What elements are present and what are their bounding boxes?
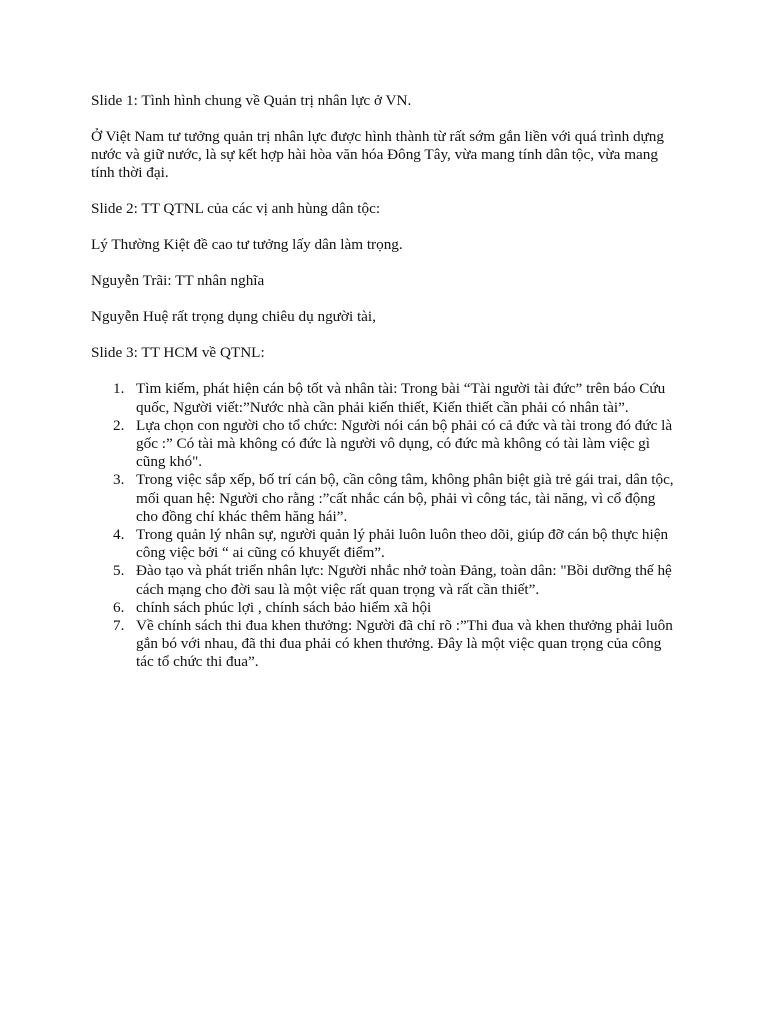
list-item bbox=[113, 471, 681, 526]
slide-1-paragraph: Ở Việt Nam tư tưởng quản trị nhân lực được hình thành từ rất sớm gắn liền với quá trình dựng nước và giữ nước, là sự kết hợp hài hòa văn hóa Đông Tây, vừa mang tính dân tộc, vừa mang tính thời đại. bbox=[91, 128, 664, 182]
slide-1-heading: Slide 1: Tình hình chung về Quản trị nhân lực ở VN. bbox=[91, 92, 412, 109]
list-item-text: Đào tạo và phát triển nhân lực: Người nhắc nhở toàn Đảng, toàn dân: "Bồi dưỡng thế hệ cách mạng cho đời sau là một việc rất quan trọng và rất cần thiết”. bbox=[136, 562, 672, 598]
slide-2-item-ly-thuong-kiet: Lý Thường Kiệt đề cao tư tưởng lấy dân làm trọng. bbox=[91, 236, 403, 254]
list-item-text: Về chính sách thi đua khen thưởng: Người đã chỉ rõ :”Thi đua và khen thưởng phải luôn gắn bó với nhau, đã thi đua phải có khen thưởng. Đây là một việc quan trọng của công tác tổ chức thi đua”. bbox=[136, 617, 673, 671]
slide-2-item-nguyen-hue: Nguyễn Huệ rất trọng dụng chiêu dụ người tài, bbox=[91, 308, 376, 326]
list-item-number: 2. bbox=[113, 416, 125, 434]
slide-3-heading: Slide 3: TT HCM về QTNL: bbox=[91, 344, 265, 362]
list-item-text: Tìm kiếm, phát hiện cán bộ tốt và nhân tài: Trong bài “Tài người tài đức” trên báo Cứu quốc, Người viết:”Nước nhà cần phải kiến thiết, Kiến thiết cần phải có nhân tài”. bbox=[136, 380, 666, 416]
list-item bbox=[113, 598, 681, 617]
list-item bbox=[113, 562, 681, 598]
document-page bbox=[91, 92, 681, 672]
list-item-number: 1. bbox=[113, 380, 125, 398]
list-item bbox=[113, 617, 681, 672]
list-item-number: 5. bbox=[113, 562, 125, 580]
list-item-number: 4. bbox=[113, 526, 125, 544]
list-item-text: Lựa chọn con người cho tổ chức: Người nói cán bộ phải có cả đức và tài trong đó đức là gốc :” Có tài mà không có đức là người vô dụng, có đức mà không có tài làm việc gì cũng khó". bbox=[136, 416, 673, 471]
slide-2-item-nguyen-trai: Nguyễn Trãi: TT nhân nghĩa bbox=[91, 272, 265, 290]
list-item-number: 6. bbox=[113, 598, 125, 616]
list-item-number: 7. bbox=[113, 617, 125, 635]
list-item-text: Trong quản lý nhân sự, người quản lý phải luôn luôn theo dõi, giúp đỡ cán bộ thực hiện công việc bởi “ ai cũng có khuyết điểm”. bbox=[136, 526, 669, 562]
list-item bbox=[113, 416, 681, 472]
slide-2-heading: Slide 2: TT QTNL của các vị anh hùng dân tộc: bbox=[91, 200, 381, 218]
list-item-number: 3. bbox=[113, 471, 125, 489]
list-item-text: chính sách phúc lợi , chính sách bảo hiểm xã hội bbox=[136, 598, 432, 616]
list-item-text: Trong việc sắp xếp, bố trí cán bộ, cần công tâm, không phân biệt già trẻ gái trai, dân tộc, mối quan hệ: Người cho rằng :”cất nhắc cán bộ, phải vì công tác, tài năng, vì cổ động cho đồng chí khác thêm hăng hái”. bbox=[136, 471, 674, 525]
slide-3-numbered-list bbox=[91, 380, 681, 671]
list-item bbox=[113, 526, 681, 562]
list-item bbox=[113, 380, 681, 416]
